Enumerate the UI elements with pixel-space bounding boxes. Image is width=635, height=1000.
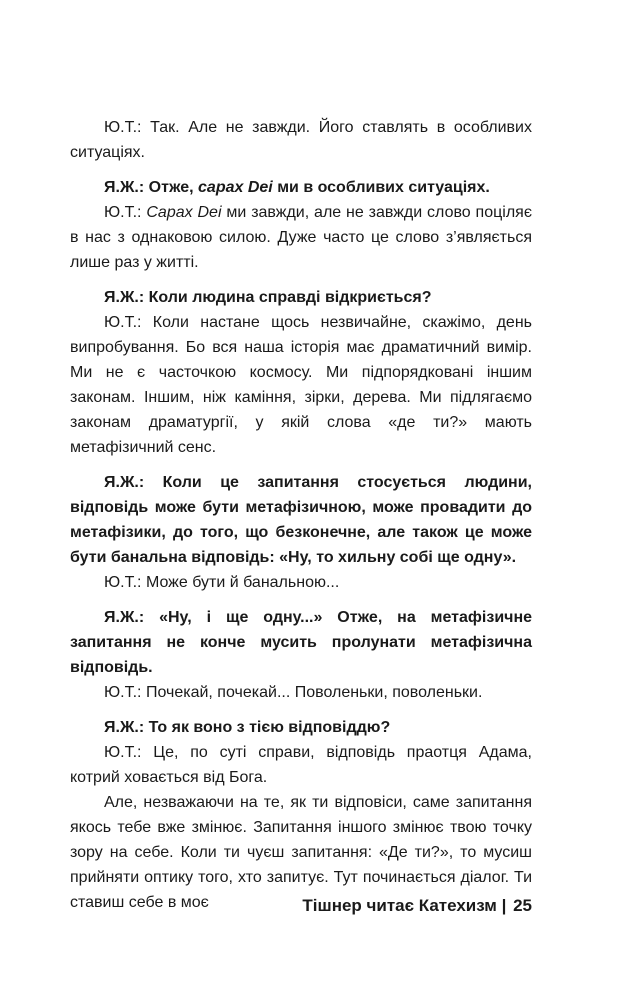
text-segment: Я.Ж.: Коли людина справді відкриється? <box>104 289 432 306</box>
text-segment: Ю.Т.: Це, по суті справи, відповідь праотця Адама, котрий ховається від Бога. <box>70 744 532 786</box>
question-paragraph <box>70 470 532 570</box>
page-number: 25 <box>513 896 532 915</box>
book-title: Тішнер читає Катехизм <box>302 896 497 915</box>
text-segment: Ю.Т.: Може бути й банальною... <box>104 574 340 591</box>
question-paragraph <box>70 605 532 680</box>
italic-phrase: capax Dei <box>198 179 273 196</box>
question-paragraph <box>70 715 532 740</box>
text-segment: Я.Ж.: Коли це запитання стосується людини, відповідь може бути метафізичною, може провадити до метафізики, до того, що безконечне, але також це може бути банальна відповідь: «Ну, то хильну собі ще одну». <box>70 474 532 566</box>
text-segment: ми завжди, але не завжди слово поціляє в нас з однаковою силою. Дуже часто це слово з’являється лише раз у житті. <box>70 204 533 271</box>
text-segment: Ю.Т.: Почекай, почекай... Поволеньки, поволеньки. <box>104 684 483 701</box>
question-paragraph <box>70 175 532 200</box>
answer-paragraph <box>70 740 532 790</box>
italic-phrase: Capax Dei <box>146 204 222 221</box>
text-segment: Але, незважаючи на те, як ти відповіси, саме запитання якось тебе вже змінює. Запитання іншого змінює твою точку зору на себе. Коли ти чуєш запитання: «Де ти?», то мусиш прийняти оптику того, хто запитує. Тут починається діалог. Ти ставиш себе в моє <box>70 794 532 911</box>
text-segment: Я.Ж.: Отже, <box>104 179 199 196</box>
text-segment: Я.Ж.: То як воно з тією відповіддю? <box>104 719 391 736</box>
text-segment: Ю.Т.: <box>104 204 147 221</box>
question-paragraph <box>70 285 532 310</box>
answer-paragraph <box>70 200 532 275</box>
page-body <box>70 115 532 915</box>
text-segment: Я.Ж.: «Ну, і ще одну...» Отже, на метафізичне запитання не конче мусить пролунати метафізична відповідь. <box>70 609 532 676</box>
answer-paragraph <box>70 115 532 165</box>
text-segment: Ю.Т.: Коли настане щось незвичайне, скажімо, день випробування. Бо вся наша історія має драматичний вимір. Ми не є часточкою космосу. Ми підпорядковані іншим законам. Іншим, ніж каміння, зірки, дерева. Ми підлягаємо законам драматургії, у якій слова «де ти?» мають метафізичний сенс. <box>70 314 532 456</box>
text-segment: Ю.Т.: Так. Але не завжди. Його ставлять в особливих ситуаціях. <box>70 119 532 161</box>
answer-paragraph <box>70 680 532 705</box>
answer-paragraph <box>70 310 532 460</box>
running-footer <box>302 896 532 916</box>
answer-paragraph <box>70 570 532 595</box>
text-segment: ми в особливих ситуаціях. <box>272 179 490 196</box>
footer-separator: | <box>501 896 507 915</box>
